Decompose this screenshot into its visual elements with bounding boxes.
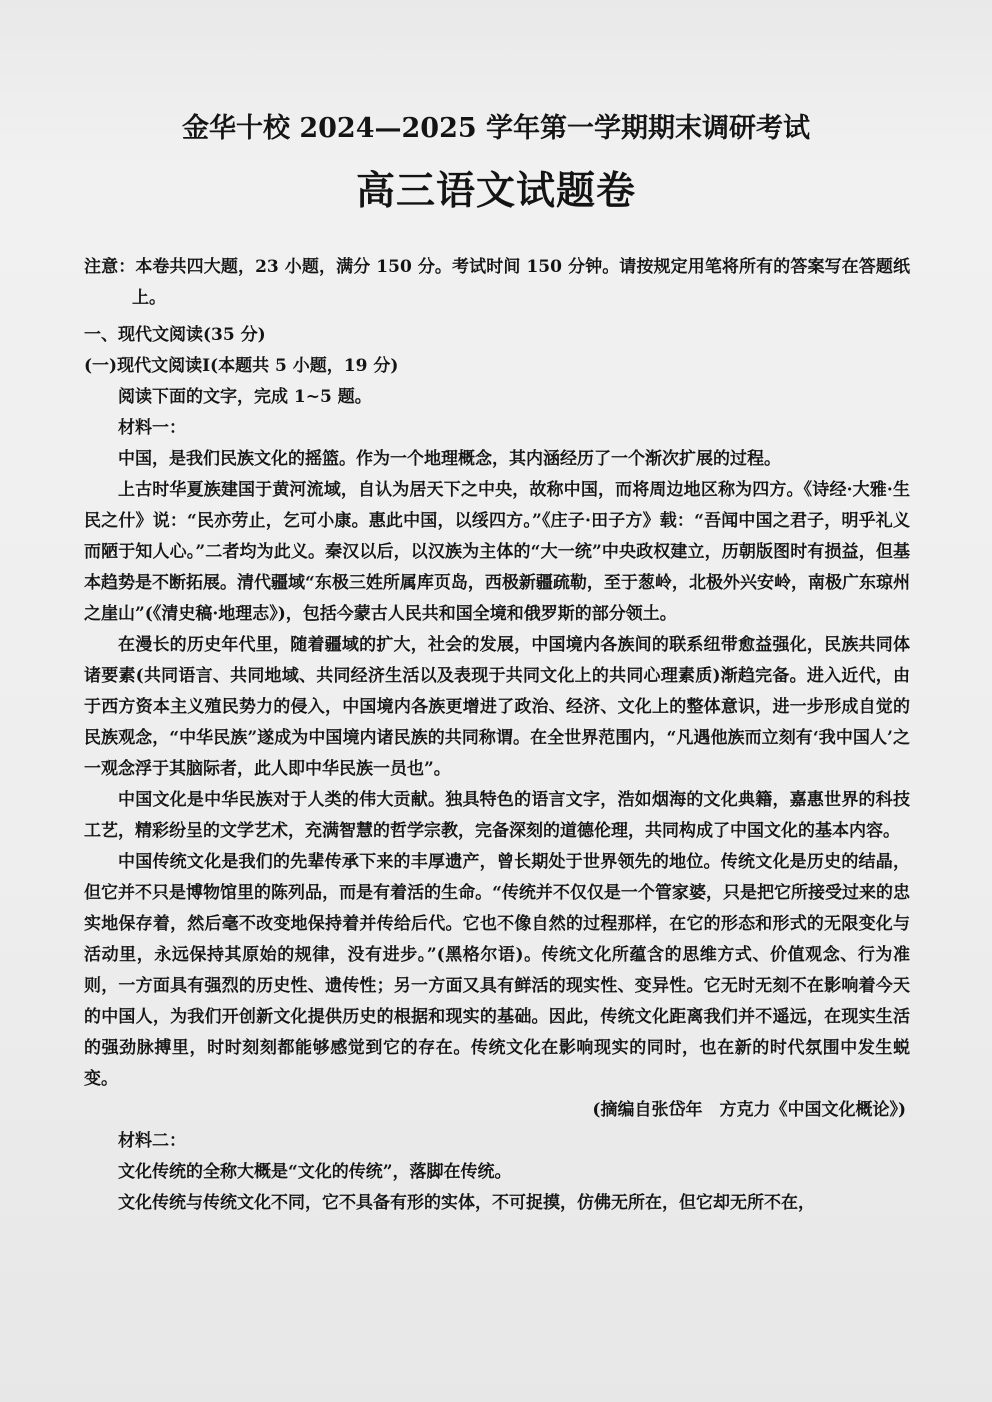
exam-content xyxy=(84,252,910,1219)
material-two-paragraph: 文化传统的全称大概是“文化的传统”，落脚在传统。 xyxy=(118,1162,512,1182)
material-one-paragraph: 上古时华夏族建国于黄河流域，自认为居天下之中央，故称中国，而将周边地区称为四方。《诗经·大雅·生民之什》说：“民亦劳止，乞可小康。惠此中国，以绥四方。”《庄子·田子方》载：“吾闻中国之君子，明乎礼义而陋于知人心。”二者均为此义。秦汉以后，以汉族为主体的“大一统”中央政权建立，历朝版图时有损益，但基本趋势是不断拓展。清代疆域“东极三姓所属库页岛，西极新疆疏勒，至于葱岭，北极外兴安岭，南极广东琼州之崖山”(《清史稿·地理志》)，包括今蒙古人民共和国全境和俄罗斯的部分领土。 xyxy=(84,480,910,624)
material-two-paragraph: 文化传统与传统文化不同，它不具备有形的实体，不可捉摸，仿佛无所在，但它却无所不在， xyxy=(118,1193,815,1213)
exam-subtitle: 高三语文试题卷 xyxy=(355,168,636,214)
material-one-source: (摘编自张岱年 方克力《中国文化概论》) xyxy=(592,1100,906,1120)
exam-title: 金华十校 2024—2025 学年第一学期期末调研考试 xyxy=(181,113,811,144)
part-title: (一)现代文阅读Ⅰ(本题共 5 小题，19 分) xyxy=(84,356,399,376)
instruction: 阅读下面的文字，完成 1~5 题。 xyxy=(118,387,372,407)
material-one-label: 材料一： xyxy=(118,418,186,438)
material-one-paragraph: 中国文化是中华民族对于人类的伟大贡献。独具特色的语言文字，浩如烟海的文化典籍，嘉惠世界的科技工艺，精彩纷呈的文学艺术，充满智慧的哲学宗教，完备深刻的道德伦理，共同构成了中国文化的基本内容。 xyxy=(84,790,910,841)
material-one-paragraph: 中国传统文化是我们的先辈传承下来的丰厚遗产，曾长期处于世界领先的地位。传统文化是历史的结晶，但它并不只是博物馆里的陈列品，而是有着活的生命。“传统并不仅仅是一个管家婆，只是把它所接受过来的忠实地保存着，然后毫不改变地保持着并传给后代。它也不像自然的过程那样，在它的形态和形式的无限变化与活动里，永远保持其原始的规律，没有进步。”(黑格尔语)。传统文化所蕴含的思维方式、价值观念、行为准则，一方面具有强烈的历史性、遗传性；另一方面又具有鲜活的现实性、变异性。它无时无刻不在影响着今天的中国人，为我们开创新文化提供历史的根据和现实的基础。因此，传统文化距离我们并不遥远，在现实生活的强劲脉搏里，时时刻刻都能够感觉到它的存在。传统文化在影响现实的同时，也在新的时代氛围中发生蜕变。 xyxy=(84,852,910,1089)
notice-text: 本卷共四大题，23 小题，满分 150 分。考试时间 150 分钟。请按规定用笔将所有的答案写在答题纸上。 xyxy=(132,257,910,308)
material-one-paragraph: 中国，是我们民族文化的摇篮。作为一个地理概念，其内涵经历了一个渐次扩展的过程。 xyxy=(118,449,781,469)
section-title: 一、现代文阅读(35 分) xyxy=(84,325,266,345)
material-one-paragraph: 在漫长的历史年代里，随着疆域的扩大，社会的发展，中国境内各族间的联系纽带愈益强化，民族共同体诸要素(共同语言、共同地域、共同经济生活以及表现于共同文化上的共同心理素质)渐趋完备。进入近代，由于西方资本主义殖民势力的侵入，中国境内各族更增进了政治、经济、文化上的整体意识，进一步形成自觉的民族观念，“中华民族”遂成为中国境内诸民族的共同称谓。在全世界范围内，“凡遇他族而立刻有‘我中国人’之一观念浮于其脑际者，此人即中华民族一员也”。 xyxy=(84,635,910,779)
notice-label: 注意： xyxy=(84,257,136,277)
notice xyxy=(84,252,910,314)
material-two-label: 材料二： xyxy=(118,1131,186,1151)
